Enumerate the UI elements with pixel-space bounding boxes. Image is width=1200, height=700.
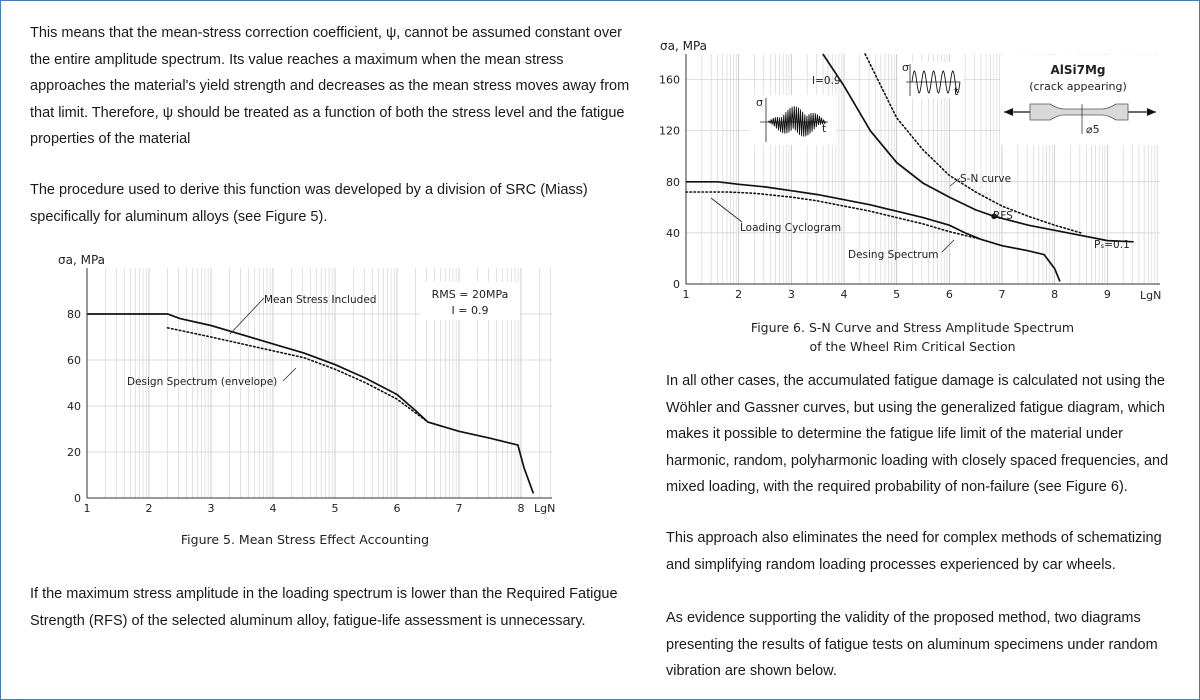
figure-6-i-label: I=0.9 bbox=[812, 75, 841, 87]
figure-6-chart bbox=[0, 0, 1200, 320]
y-tick-label: 40 bbox=[67, 400, 81, 413]
figure-6-caption-line-1: Figure 6. S-N Curve and Stress Amplitude Spectrum bbox=[750, 320, 1075, 335]
cyclogram-leader bbox=[711, 198, 742, 222]
x-tick-label: 5 bbox=[893, 288, 901, 301]
right-paragraph-3: As evidence supporting the validity of the proposed method, two diagrams presenting the results of fatigue tests on aluminum specimens under random vibration are shown below. bbox=[666, 610, 1158, 679]
rfs-label: RFS bbox=[993, 210, 1013, 222]
figure-5-rms-label: RMS = 20MPa bbox=[431, 288, 509, 301]
y-tick-label: 160 bbox=[659, 73, 680, 87]
x-tick-label: 3 bbox=[207, 502, 215, 515]
x-tick-label: 1 bbox=[682, 288, 690, 301]
cyclogram-label: Loading Cyclogram bbox=[740, 222, 842, 234]
desing-spectrum-leader bbox=[942, 240, 954, 252]
ps-label: Pₛ=0.1 bbox=[1094, 239, 1130, 251]
right-paragraph-1: In all other cases, the accumulated fatigue damage is calculated not using the Wöhler and Gassner curves, but using the generalized fatigue diagram, which makes it possible to determine the fatigue life limit of the material under harmonic, random, polyharmonic loading with closely spaced frequencies, and mixed loading, with the required probability of non-failure (see Figure 6). bbox=[666, 373, 1169, 495]
random-signal-inset bbox=[750, 95, 836, 145]
y-tick-label: 40 bbox=[666, 226, 680, 240]
specimen-inset bbox=[1000, 55, 1160, 145]
left-paragraph-2: The procedure used to derive this function was developed by a division of SRC (Miass) specifically for aluminum alloys (see Figure 5). bbox=[30, 182, 588, 225]
y-tick-label: 60 bbox=[67, 354, 81, 367]
x-tick-label: 6 bbox=[393, 502, 401, 515]
left-paragraph-1: This means that the mean-stress correction coefficient, ψ, cannot be assumed constant over the entire amplitude spectrum. Its value reaches a maximum when the mean stress approaches the material's yield strength and decreases as the mean stress moves away from that limit. Therefore, ψ should be treated as a function of both the stress level and the fatigue properties of the material bbox=[30, 25, 630, 147]
x-tick-label: 8 bbox=[517, 502, 525, 515]
x-tick-label: 1 bbox=[83, 502, 91, 515]
y-tick-label: 120 bbox=[659, 124, 680, 138]
right-paragraph-2: This approach also eliminates the need for complex methods of schematizing and simplifying random loading processes experienced by car wheels. bbox=[666, 530, 1162, 573]
y-tick-label: 0 bbox=[673, 278, 680, 291]
x-tick-label: 6 bbox=[945, 288, 953, 301]
material-note: (crack appearing) bbox=[1029, 80, 1127, 93]
x-tick-label: 4 bbox=[840, 288, 848, 301]
y-tick-label: 20 bbox=[67, 446, 81, 459]
x-tick-label: 2 bbox=[735, 288, 743, 301]
material-label: AlSi7Mg bbox=[1050, 63, 1106, 77]
x-tick-label: 2 bbox=[145, 502, 153, 515]
y-tick-label: 80 bbox=[666, 175, 680, 189]
figure-6-caption-line-2: of the Wheel Rim Critical Section bbox=[809, 339, 1016, 354]
figure-6-ylabel: σa, MPa bbox=[660, 39, 707, 53]
figure-5-caption: Figure 5. Mean Stress Effect Accounting bbox=[180, 532, 430, 547]
y-tick-label: 0 bbox=[74, 492, 81, 505]
inset-sigma-random: σ bbox=[756, 96, 763, 109]
inset-sigma-harmonic: σ bbox=[902, 61, 909, 74]
figure-5-i-label: I = 0.9 bbox=[451, 304, 489, 317]
left-paragraph-3: If the maximum stress amplitude in the loading spectrum is lower than the Required Fatigue Strength (RFS) of the selected aluminum alloy, fatigue-life assessment is unnecessary. bbox=[30, 586, 618, 629]
x-tick-label: 9 bbox=[1103, 288, 1111, 301]
inset-t-harmonic: t bbox=[954, 85, 959, 98]
diameter-label: ⌀5 bbox=[1086, 123, 1100, 136]
harmonic-signal-inset bbox=[898, 61, 964, 98]
figure-6-xlabel: LgN bbox=[1140, 289, 1162, 302]
figure-5-xlabel: LgN bbox=[534, 502, 556, 515]
desing-spectrum-label: Desing Spectrum bbox=[848, 249, 939, 261]
figure-5-design-label: Design Spectrum (envelope) bbox=[127, 376, 278, 388]
x-tick-label: 5 bbox=[331, 502, 339, 515]
x-tick-label: 8 bbox=[1051, 288, 1059, 301]
y-tick-label: 80 bbox=[67, 308, 81, 321]
figure-5-mean-stress-label: Mean Stress Included bbox=[264, 294, 377, 306]
figure-5-ylabel: σa, MPa bbox=[58, 253, 105, 267]
x-tick-label: 7 bbox=[455, 502, 463, 515]
x-tick-label: 7 bbox=[998, 288, 1006, 301]
inset-t-random: t bbox=[822, 122, 827, 135]
sn-curve-label: S-N curve bbox=[960, 173, 1012, 185]
x-tick-label: 3 bbox=[787, 288, 795, 301]
x-tick-label: 4 bbox=[269, 502, 277, 515]
